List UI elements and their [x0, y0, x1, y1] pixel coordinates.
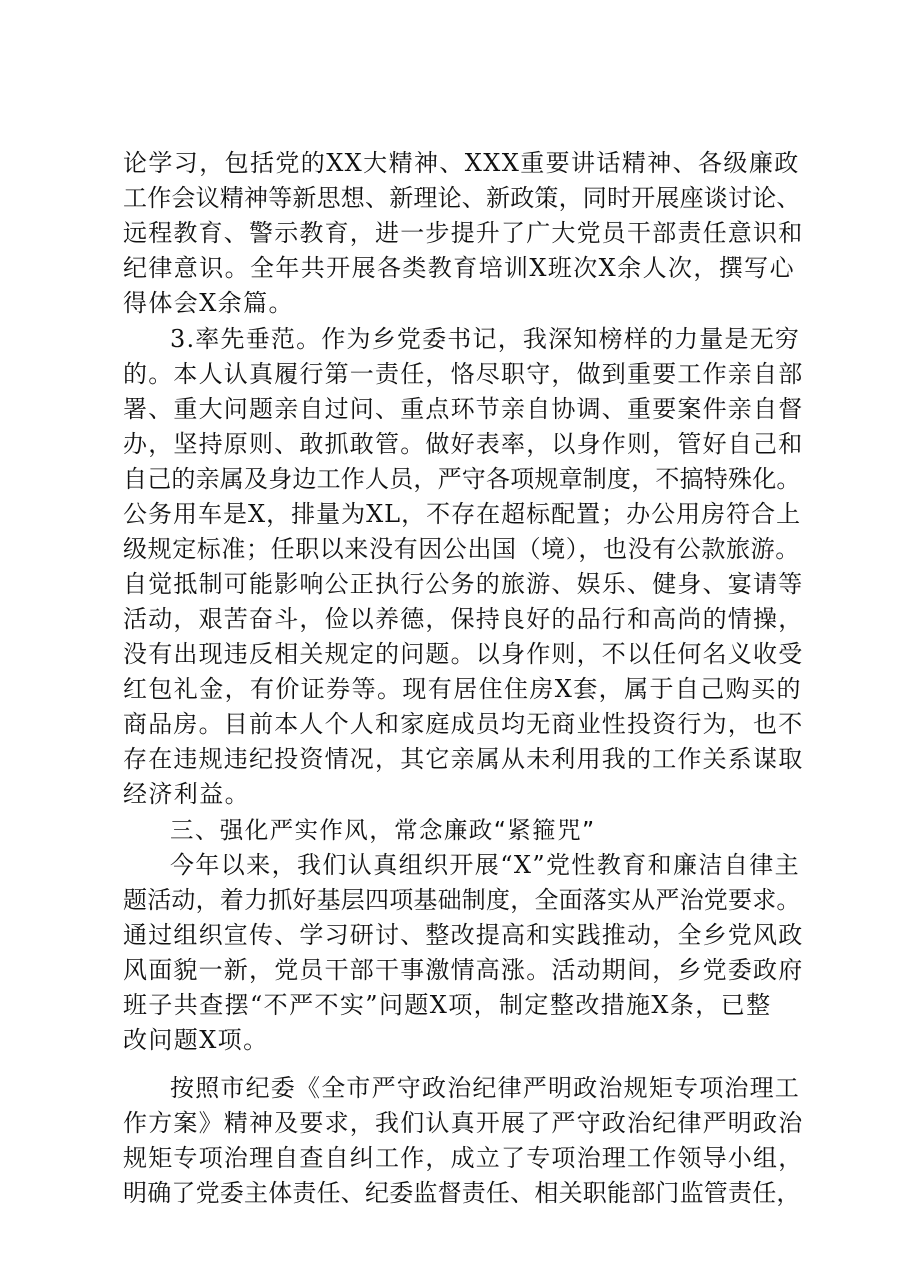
- text-line: 规矩专项治理自查自纠工作，成立了专项治理工作领导小组，: [123, 1144, 804, 1172]
- text-line: 风面貌一新，党员干部干事激情高涨。活动期间，乡党委政府: [123, 956, 804, 984]
- text-line: 工作会议精神等新思想、新理论、新政策，同时开展座谈讨论、: [123, 184, 801, 212]
- text-line: 得体会X余篇。: [123, 289, 294, 317]
- text-line: 活动，艰苦奋斗，俭以养德，保持良好的品行和高尚的情操，: [123, 605, 804, 633]
- text-line: 级规定标准；任职以来没有因公出国（境），也没有公款旅游。: [123, 535, 800, 563]
- text-line: 红包礼金，有价证券等。现有居住住房X套，属于自己购买的: [123, 675, 802, 703]
- text-line: 纪律意识。全年共开展各类教育培训X班次X余人次，撰写心: [123, 254, 795, 282]
- text-line: 论学习，包括党的XX大精神、XXX重要讲话精神、各级廉政: [123, 149, 800, 177]
- text-line: 经济利益。: [123, 780, 250, 808]
- text-line: 题活动，着力抓好基层四项基础制度，全面落实从严治党要求。: [123, 886, 801, 914]
- text-line: 远程教育、警示教育，进一步提升了广大党员干部责任意识和: [123, 219, 804, 247]
- text-line: 没有出现违反相关规定的问题。以身作则，不以任何名义收受: [123, 640, 804, 668]
- paragraph-first-line: 3.率先垂范。作为乡党委书记，我深知榜样的力量是无穷: [170, 325, 801, 353]
- paragraph-first-line: 按照市纪委《全市严守政治纪律严明政治规矩专项治理工: [170, 1074, 800, 1102]
- text-line: 自觉抵制可能影响公正执行公务的旅游、娱乐、健身、宴请等: [123, 570, 804, 598]
- paragraph-first-line: 今年以来，我们认真组织开展“X”党性教育和廉洁自律主: [170, 851, 801, 879]
- text-line: 署、重大问题亲自过问、重点环节亲自协调、重要案件亲自督: [123, 395, 804, 423]
- text-line: 办，坚持原则、敢抓敢管。做好表率，以身作则，管好自己和: [123, 430, 804, 458]
- text-line: 的。本人认真履行第一责任，恪尽职守，做到重要工作亲自部: [123, 360, 804, 388]
- text-line: 改问题X项。: [123, 1026, 269, 1054]
- text-line: 存在违规违纪投资情况，其它亲属从未利用我的工作关系谋取: [123, 745, 804, 773]
- text-line: 作方案》精神及要求，我们认真开展了严守政治纪律严明政治: [123, 1109, 804, 1137]
- text-line: 商品房。目前本人个人和家庭成员均无商业性投资行为，也不: [123, 710, 804, 738]
- text-line: 班子共查摆“不严不实”问题X项，制定整改措施X条，已整: [123, 991, 772, 1019]
- text-line: 通过组织宣传、学习研讨、整改提高和实践推动，全乡党风政: [123, 921, 804, 949]
- text-line: 自己的亲属及身边工作人员，严守各项规章制度，不搞特殊化。: [123, 465, 801, 493]
- text-line: 明确了党委主体责任、纪委监督责任、相关职能部门监管责任，: [123, 1179, 801, 1207]
- text-line: 公务用车是X，排量为XL，不存在超标配置；办公用房符合上: [123, 500, 802, 528]
- section-heading: 三、强化严实作风，常念廉政“紧箍咒”: [170, 816, 596, 844]
